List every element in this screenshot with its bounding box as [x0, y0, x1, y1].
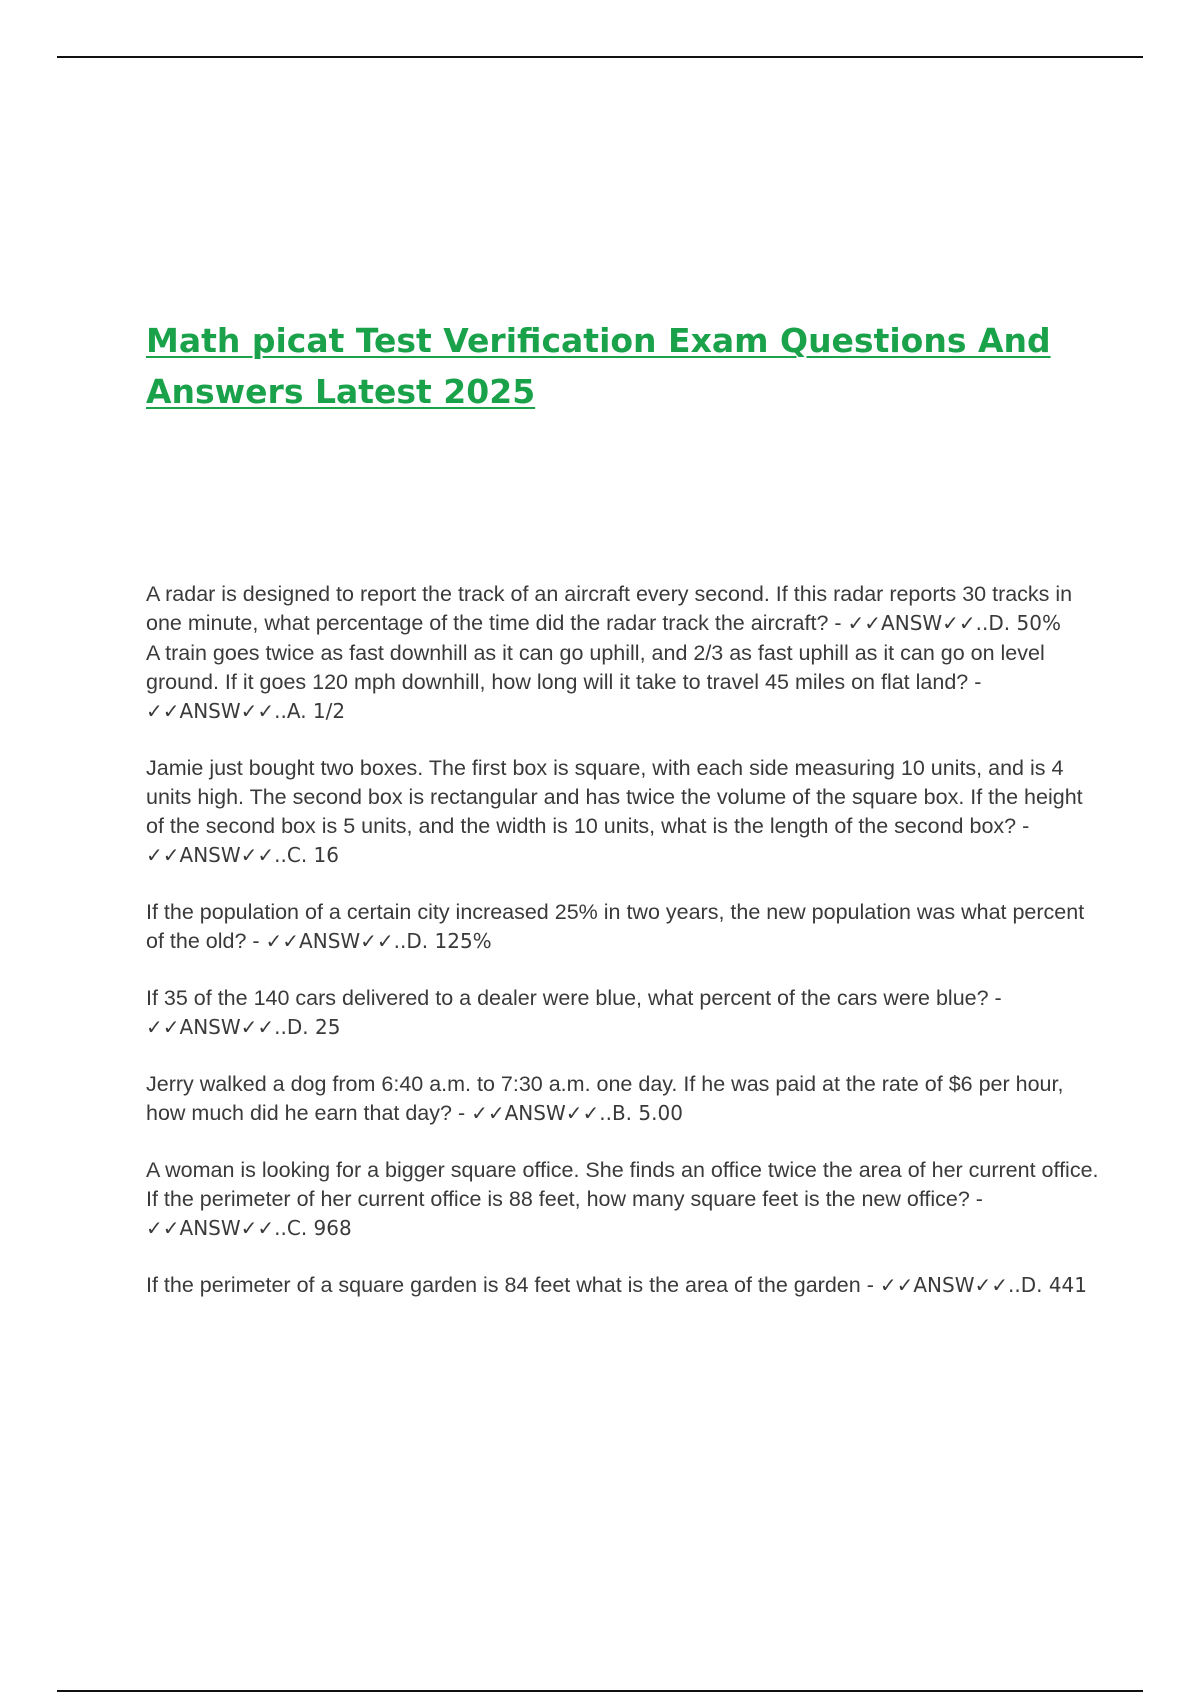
answer-text: ✓✓ANSW✓✓..D. 125%	[265, 929, 492, 953]
answer-text: ✓✓ANSW✓✓..B. 5.00	[471, 1101, 683, 1125]
question-text: Jerry walked a dog from 6:40 a.m. to 7:30 a.m. one day. If he was paid at the rate of $6 per hour, how much did he earn that day? -	[146, 1072, 1064, 1125]
footer-rule	[57, 1690, 1143, 1692]
question-text: If the population of a certain city increased 25% in two years, the new population was what percent of the old? -	[146, 900, 1085, 953]
question-text: A train goes twice as fast downhill as it can go uphill, and 2/3 as fast uphill as it can go on level ground. If it goes 120 mph downhill, how long will it take to travel 45 miles on flat land? -	[146, 641, 1045, 694]
answer-text: ✓✓ANSW✓✓..C. 16	[146, 843, 339, 867]
question-text: A woman is looking for a bigger square office. She finds an office twice the area of her current office. If the perimeter of her current office is 88 feet, how many square feet is the new office? -	[146, 1158, 1099, 1211]
document-title: Math picat Test Verification Exam Questions And Answers Latest 2025	[146, 321, 1051, 411]
question-item-1	[146, 580, 1101, 638]
answer-text: ✓✓ANSW✓✓..D. 441	[879, 1273, 1087, 1297]
question-item-8	[146, 1271, 1101, 1300]
question-text: If the perimeter of a square garden is 84 feet what is the area of the garden -	[146, 1273, 874, 1297]
answer-text: ✓✓ANSW✓✓..D. 25	[146, 1015, 341, 1039]
question-item-4	[146, 898, 1101, 956]
answer-text: ✓✓ANSW✓✓..C. 968	[146, 1216, 352, 1240]
question-text: If 35 of the 140 cars delivered to a dealer were blue, what percent of the cars were blue? -	[146, 986, 1002, 1010]
question-item-7	[146, 1156, 1101, 1243]
answer-text: ✓✓ANSW✓✓..A. 1/2	[146, 699, 346, 723]
question-text: A radar is designed to report the track of an aircraft every second. If this radar reports 30 tracks in one minute, what percentage of the time did the radar track the aircraft? -	[146, 582, 1073, 635]
header-rule	[57, 56, 1143, 58]
answer-text: ✓✓ANSW✓✓..D. 50%	[847, 611, 1061, 635]
question-item-2	[146, 639, 1101, 726]
question-item-3	[146, 754, 1101, 870]
question-item-6	[146, 1070, 1101, 1128]
question-text: Jamie just bought two boxes. The first box is square, with each side measuring 10 units, and is 4 units high. The second box is rectangular and has twice the volume of the square box. If the height of the second box is 5 units, and the width is 10 units, what is the length of the second box? -	[146, 756, 1083, 838]
question-item-5	[146, 984, 1101, 1042]
question-list	[146, 580, 1101, 1328]
